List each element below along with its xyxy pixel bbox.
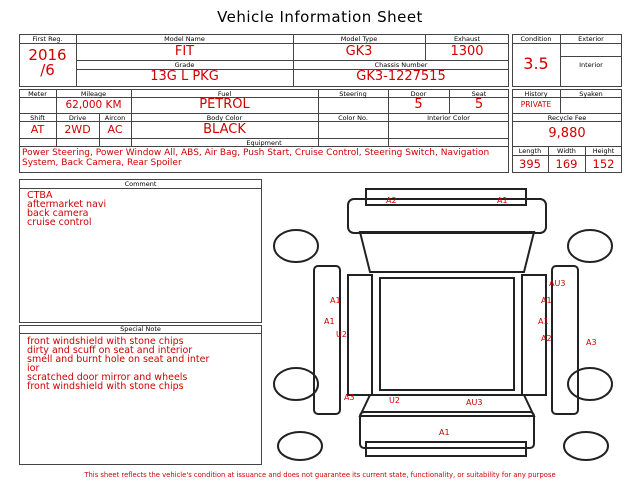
meter-label: Meter — [28, 90, 47, 98]
left-doors — [348, 275, 372, 395]
special-note-line: ior — [27, 363, 40, 374]
damage-mark: A3 — [344, 393, 355, 402]
chassis-number-value: GK3-1227515 — [356, 69, 446, 84]
door-label: Door — [410, 90, 427, 98]
front-right-wheel — [568, 230, 612, 262]
condition-value: 3.5 — [523, 54, 549, 73]
roof — [380, 278, 514, 390]
equipment-value: Power Steering, Power Window All, ABS, Air Bag, Push Start, Cruise Control, Steering Switch, Navigation System, Back Camera, Rear Spoiler — [22, 148, 490, 168]
exhaust-label: Exhaust — [453, 35, 481, 43]
grade-value: 13G L PKG — [150, 69, 219, 84]
body-color-label: Body Color — [206, 114, 243, 122]
damage-mark: U2 — [389, 396, 400, 405]
comment-line: back camera — [27, 208, 89, 219]
seat-label: Seat — [471, 90, 487, 98]
recycle-fee-label: Recycle Fee — [547, 114, 587, 122]
syaken-label: Syaken — [579, 90, 603, 98]
width-value: 169 — [555, 157, 578, 171]
shift-value: AT — [30, 123, 45, 136]
mileage-value: 62,000 KM — [65, 99, 122, 111]
rear-left-wheel — [274, 368, 318, 400]
spare-left-wheel — [278, 432, 322, 460]
comment-line: cruise control — [27, 217, 92, 228]
sheet-title: Vehicle Information Sheet — [217, 8, 423, 26]
length-value: 395 — [519, 157, 541, 171]
damage-mark: A1 — [330, 296, 341, 305]
special-note-line: dirty and scuff on seat and interior — [27, 345, 193, 356]
grade-label: Grade — [174, 61, 195, 69]
car-damage-diagram — [268, 180, 620, 468]
height-label: Height — [592, 147, 615, 155]
damage-mark: A1 — [497, 196, 508, 205]
special-note-line: scratched door mirror and wheels — [27, 372, 188, 383]
damage-mark: A2 — [541, 334, 552, 343]
comment-label: Comment — [124, 180, 157, 188]
damage-mark: A1 — [324, 317, 335, 326]
fuel-label: Fuel — [217, 90, 232, 98]
height-value: 152 — [592, 157, 615, 171]
width-label: Width — [557, 147, 576, 155]
exterior-label: Exterior — [578, 35, 604, 43]
right-body — [552, 266, 578, 414]
history-value: PRIVATE — [520, 100, 552, 109]
length-label: Length — [518, 147, 542, 155]
aircon-value: AC — [107, 123, 123, 136]
damage-mark: A3 — [586, 338, 597, 347]
disclaimer-footer: This sheet reflects the vehicle's condition at issuance and does not guarantee its current state, functionality, or suitability for any purpose — [84, 471, 556, 479]
aircon-label: Aircon — [104, 114, 126, 122]
exhaust-value: 1300 — [450, 44, 484, 59]
comment-line: aftermarket navi — [27, 199, 107, 210]
first-reg-label: First Reg. — [32, 35, 63, 43]
interior-color-label: Interior Color — [427, 114, 470, 122]
model-type-label: Model Type — [340, 35, 378, 43]
recycle-fee-value: 9,880 — [548, 126, 586, 141]
model-name-label: Model Name — [164, 35, 205, 43]
mileage-label: Mileage — [80, 90, 107, 98]
model-type-value: GK3 — [345, 44, 373, 59]
spare-right-wheel — [564, 432, 608, 460]
damage-mark: A2 — [386, 196, 397, 205]
comment-list — [27, 191, 106, 227]
rear-right-wheel — [568, 368, 612, 400]
history-label: History — [524, 90, 548, 98]
drive-value: 2WD — [64, 123, 91, 136]
fuel-value: PETROL — [199, 97, 250, 112]
special-note-line: smell and burnt hole on seat and inter — [27, 354, 210, 365]
condition-label: Condition — [520, 35, 552, 43]
damage-mark: AU3 — [466, 398, 483, 407]
damage-mark: A1 — [538, 317, 549, 326]
door-value: 5 — [414, 97, 423, 112]
special-note-line: front windshield with stone chips — [27, 381, 184, 392]
special-note-list — [27, 337, 209, 391]
chassis-number-label: Chassis Number — [374, 61, 428, 69]
comment-line: CTBA — [27, 190, 53, 201]
model-name-value: FIT — [174, 44, 195, 59]
special-note-label: Special Note — [120, 325, 161, 333]
shift-label: Shift — [30, 114, 45, 122]
front-left-wheel — [274, 230, 318, 262]
color-no-label: Color No. — [338, 114, 368, 122]
drive-label: Drive — [68, 114, 87, 122]
left-body — [314, 266, 340, 414]
seat-value: 5 — [474, 97, 484, 112]
interior-label: Interior — [579, 61, 603, 69]
damage-mark: A1 — [439, 428, 450, 437]
damage-mark: A1 — [541, 296, 552, 305]
equipment-label: Equipment — [246, 139, 282, 147]
steering-label: Steering — [339, 90, 367, 98]
windshield — [360, 232, 534, 272]
damage-mark: U2 — [336, 330, 347, 339]
special-note-line: front windshield with stone chips — [27, 336, 184, 347]
body-color-value: BLACK — [203, 122, 246, 137]
damage-mark: AU3 — [549, 279, 566, 288]
first-reg-value: 2016 /6 — [28, 46, 67, 79]
